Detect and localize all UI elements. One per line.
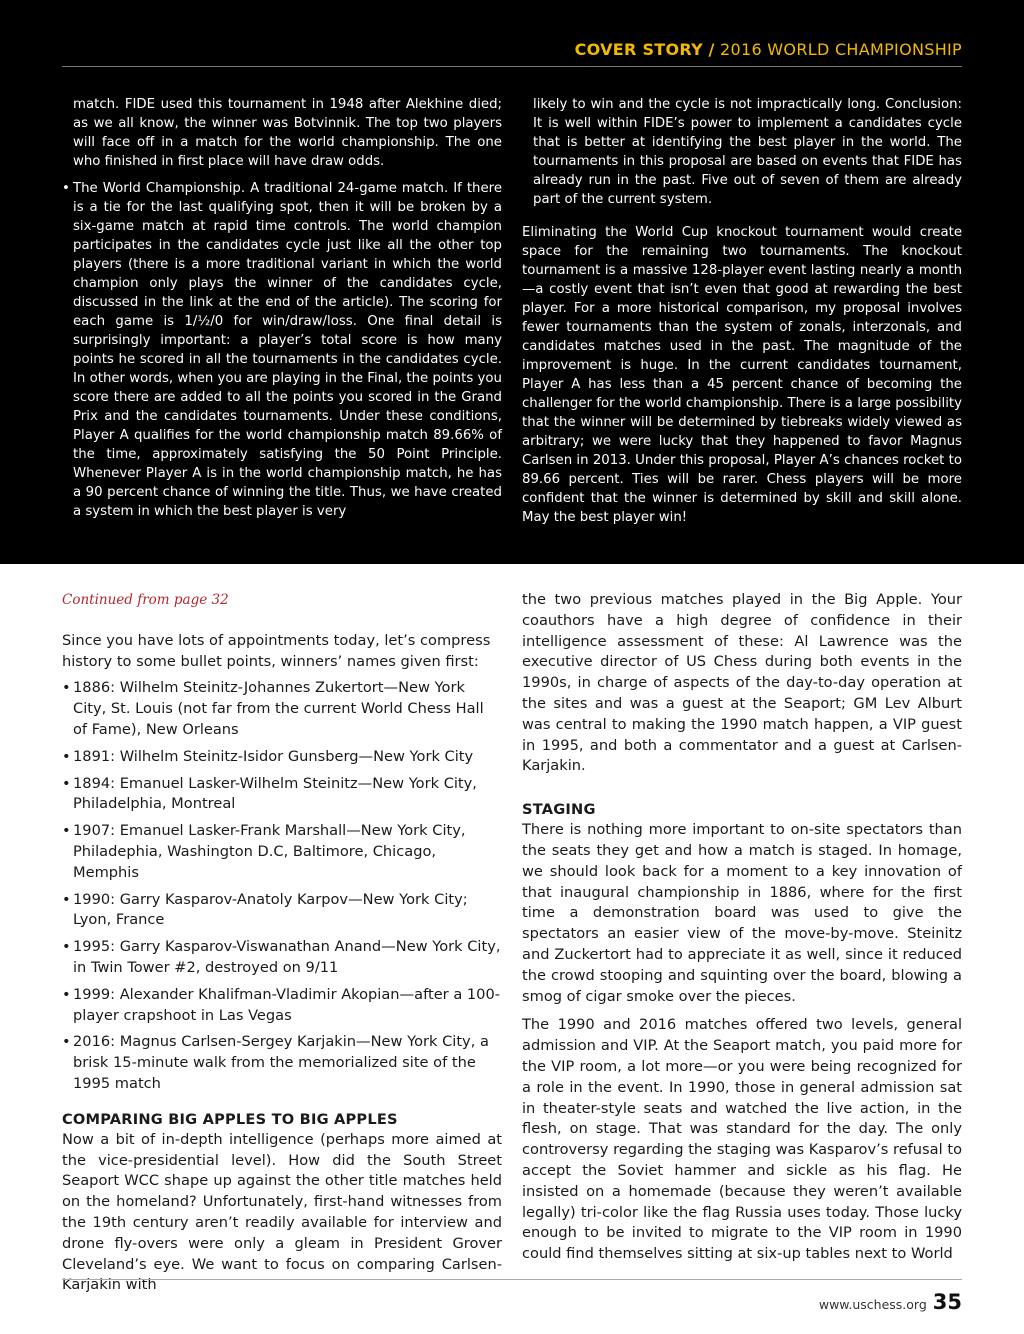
footer-divider bbox=[62, 1279, 962, 1280]
page-footer bbox=[819, 1290, 962, 1314]
sidebar-left-column bbox=[62, 95, 502, 521]
list-item: • 1990: Garry Kasparov-Anatoly Karpov—New York City; Lyon, France bbox=[62, 890, 502, 932]
section-heading: COMPARING BIG APPLES TO BIG APPLES bbox=[62, 1110, 398, 1128]
intro-paragraph: Since you have lots of appointments today, let’s compress history to some bullet points, winners’ names given first: bbox=[62, 631, 491, 670]
history-list bbox=[62, 678, 502, 1094]
list-item: • 1894: Emanuel Lasker-Wilhelm Steinitz—New York City, Philadelphia, Montreal bbox=[62, 774, 502, 816]
continued-note: Continued from page 32 bbox=[62, 592, 229, 608]
page-number: 35 bbox=[932, 1290, 962, 1314]
list-item: • 1907: Emanuel Lasker-Frank Marshall—New York City, Philadephia, Washington D.C, Baltimore, Chicago, Memphis bbox=[62, 821, 502, 883]
body-paragraph: Now a bit of in-depth intelligence (perhaps more aimed at the vice-presidential level). How did the South Street Seaport WCC shape up against the other title matches held on the homeland? Unfortunately, first-hand witnesses from the 19th century aren’t readily available for interview and drone fly-overs were only a gleam in President Grover Cleveland’s eye. We want to focus on comparing Carlsen-Karjakin with bbox=[62, 1130, 502, 1294]
running-header bbox=[62, 40, 962, 67]
sidebar-paragraph: likely to win and the cycle is not impractically long. Conclusion: It is well within FIDE’s power to implement a candidates cycle that is better at identifying the best player in the world. The tournaments in this proposal are based on events that FIDE has already run in the past. Five out of seven of them are already part of the current system. bbox=[533, 97, 962, 207]
section-heading: STAGING bbox=[522, 801, 596, 819]
body-paragraph: There is nothing more important to on-site spectators than the seats they get and how a match is staged. In homage, we should look back for a moment to a key innovation of that inaugural championship in 1886, where for the first time a demonstration board was used to give the spectators an easier view of the move-by-move. Steinitz and Zuckertort had to appreciate it as well, since it reduced the crowd stooping and squinting over the board, blowing a smog of cigar smoke over the pieces. bbox=[522, 821, 962, 1005]
main-right-column bbox=[522, 590, 962, 1265]
sidebar-right-column bbox=[522, 95, 962, 527]
list-item: • 1995: Garry Kasparov-Viswanathan Anand—New York City, in Twin Tower #2, destroyed on 9/11 bbox=[62, 937, 502, 979]
body-paragraph: the two previous matches played in the Big Apple. Your coauthors have a high degree of confidence in their intelligence assessment of these: Al Lawrence was the executive director of US Chess during both events in the 1990s, in charge of aspects of the day-to-day operation at the sites and was a guest at the Seaport; GM Lev Alburt was central to making the 1990 match happen, a VIP guest in 1995, and both a commentator and a guest at Carlsen-Karjakin. bbox=[522, 591, 962, 775]
header-topic: 2016 WORLD CHAMPIONSHIP bbox=[720, 40, 962, 59]
list-item: • 1891: Wilhelm Steinitz-Isidor Gunsberg—New York City bbox=[62, 747, 502, 768]
body-paragraph: The 1990 and 2016 matches offered two levels, general admission and VIP. At the Seaport match, you paid more for the VIP room, a lot more—or you were being recognized for a role in the event. In 1990, those in general admission sat in theater-style seats and watched the live action, in the flesh, on stage. That was standard for the day. The only controversy regarding the staging was Kasparov’s refusal to accept the Soviet hammer and sickle as his flag. He insisted on a homemade (because they weren’t available legally) tri-color like the flag Russia uses today. Those lucky enough to be invited to migrate to the VIP room in 1990 could find themselves sitting at six-up tables next to World bbox=[522, 1016, 962, 1263]
website-url: www.uschess.org bbox=[818, 1297, 927, 1312]
sidebar-bullet: • The World Championship. A traditional 24-game match. If there is a tie for the last qualifying spot, then it will be broken by a six-game match at rapid time controls. The world champion participates in the candidates cycle just like all the other top players (there is a more traditional variant in which the world champion only plays the winner of the candidates cycle, discussed in the link at the end of the article). The scoring for each game is 1/½/0 for win/draw/loss. One final detail is surprisingly important: a player’s total score is how many points he scored in all the tournaments in the candidates cycle. In other words, when you are playing in the Final, the points you score there are added to all the points you scored in the Grand Prix and the candidates tournaments. Under these conditions, Player A qualifies for the world championship match 89.66% of the time, approximately satisfying the 50 Point Principle. Whenever Player A is in the world championship match, he has a 90 percent chance of winning the title. Thus, we have created a system in which the best player is very bbox=[62, 179, 502, 521]
main-left-column bbox=[62, 590, 502, 1296]
sidebar-paragraph: Eliminating the World Cup knockout tournament would create space for the remaining two tournaments. The knockout tournament is a massive 128-player event lasting nearly a month—a costly event that isn’t even that good at rewarding the best player. For a more historical comparison, my proposal involves fewer tournaments than the system of zonals, interzonals, and candidates matches used in the past. The magnitude of the improvement is huge. In the current candidates tournament, Player A has less than a 45 percent chance of becoming the challenger for the world championship. There is a large possibility that the winner will be determined by tiebreaks widely viewed as arbitrary; we were lucky that they happened to favor Magnus Carlsen in 2013. Under this proposal, Player A’s chances rocket to 89.66 percent. Ties will be rarer. Chess players will be more confident that the winner is determined by skill and skill alone. May the best player win! bbox=[522, 225, 962, 525]
list-item: • 2016: Magnus Carlsen-Sergey Karjakin—New York City, a brisk 15-minute walk from the memorialized site of the 1995 match bbox=[62, 1032, 502, 1094]
section-label: COVER STORY bbox=[574, 40, 704, 59]
list-item: • 1999: Alexander Khalifman-Vladimir Akopian—after a 100-player crapshoot in Las Vegas bbox=[62, 985, 502, 1027]
header-slash: / bbox=[708, 40, 715, 59]
sidebar-paragraph: match. FIDE used this tournament in 1948 after Alekhine died; as we all know, the winner was Botvinnik. The top two players will face off in a match for the world championship. The one who finished in first place will have draw odds. bbox=[73, 97, 502, 169]
list-item: • 1886: Wilhelm Steinitz-Johannes Zukertort—New York City, St. Louis (not far from the current World Chess Hall of Fame), New Orleans bbox=[62, 678, 502, 740]
